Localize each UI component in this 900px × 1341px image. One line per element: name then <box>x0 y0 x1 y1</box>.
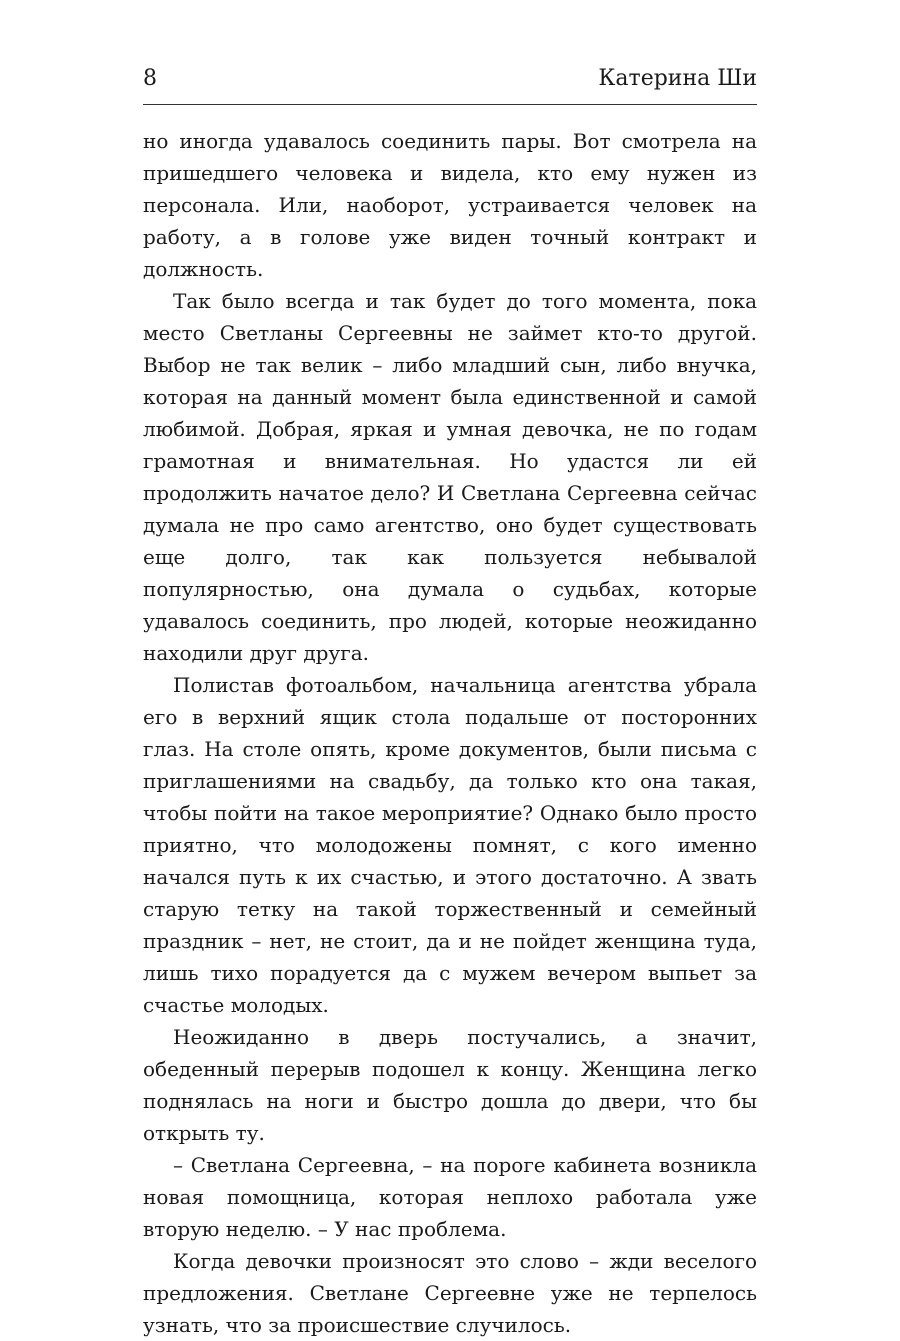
page-header <box>143 64 757 104</box>
running-head: Катерина Ши <box>598 66 757 91</box>
body-text <box>143 125 757 1341</box>
page-number: 8 <box>143 66 157 91</box>
paragraph: Когда девочки произносят это слово – жди веселого предложения. Светлане Сергеевне уже не терпелось узнать, что за происшествие случилось. <box>143 1249 757 1337</box>
paragraph: – Светлана Сергеевна, – на пороге кабинета возникла новая помощница, которая неплохо работала уже вторую неделю. – У нас проблема. <box>143 1153 757 1241</box>
paragraph: но иногда удавалось соединить пары. Вот смотрела на пришедшего человека и видела, кто ему нужен из персонала. Или, наоборот, устраивается человек на работу, а в голове уже виден точный контракт и должность. <box>143 129 757 281</box>
paragraph: Неожиданно в дверь постучались, а значит, обеденный перерыв подошел к концу. Женщина легко поднялась на ноги и быстро дошла до двери, что бы открыть ту. <box>143 1025 757 1145</box>
paragraph: Полистав фотоальбом, начальница агентства убрала его в верхний ящик стола подальше от посторонних глаз. На столе опять, кроме документов, были письма с приглашениями на свадьбу, да только кто она такая, чтобы пойти на такое мероприятие? Однако было просто приятно, что молодожены помнят, с кого именно начался путь к их счастью, и этого достаточно. А звать старую тетку на такой торжественный и семейный праздник – нет, не стоит, да и не пойдет женщина туда, лишь тихо порадуется да с мужем вечером выпьет за счастье молодых. <box>143 673 757 1017</box>
header-rule <box>143 104 757 105</box>
paragraph: Так было всегда и так будет до того момента, пока место Светланы Сергеевны не займет кто-то другой. Выбор не так велик – либо младший сын, либо внучка, которая на данный момент была единственной и самой любимой. Добрая, яркая и умная девочка, не по годам грамотная и внимательная. Но удастся ли ей продолжить начатое дело? И Светлана Сергеевна сейчас думала не про само агентство, оно будет существовать еще долго, так как пользуется небывалой популярностью, она думала о судьбах, которые удавалось соединить, про людей, которые неожиданно находили друг друга. <box>143 289 757 665</box>
